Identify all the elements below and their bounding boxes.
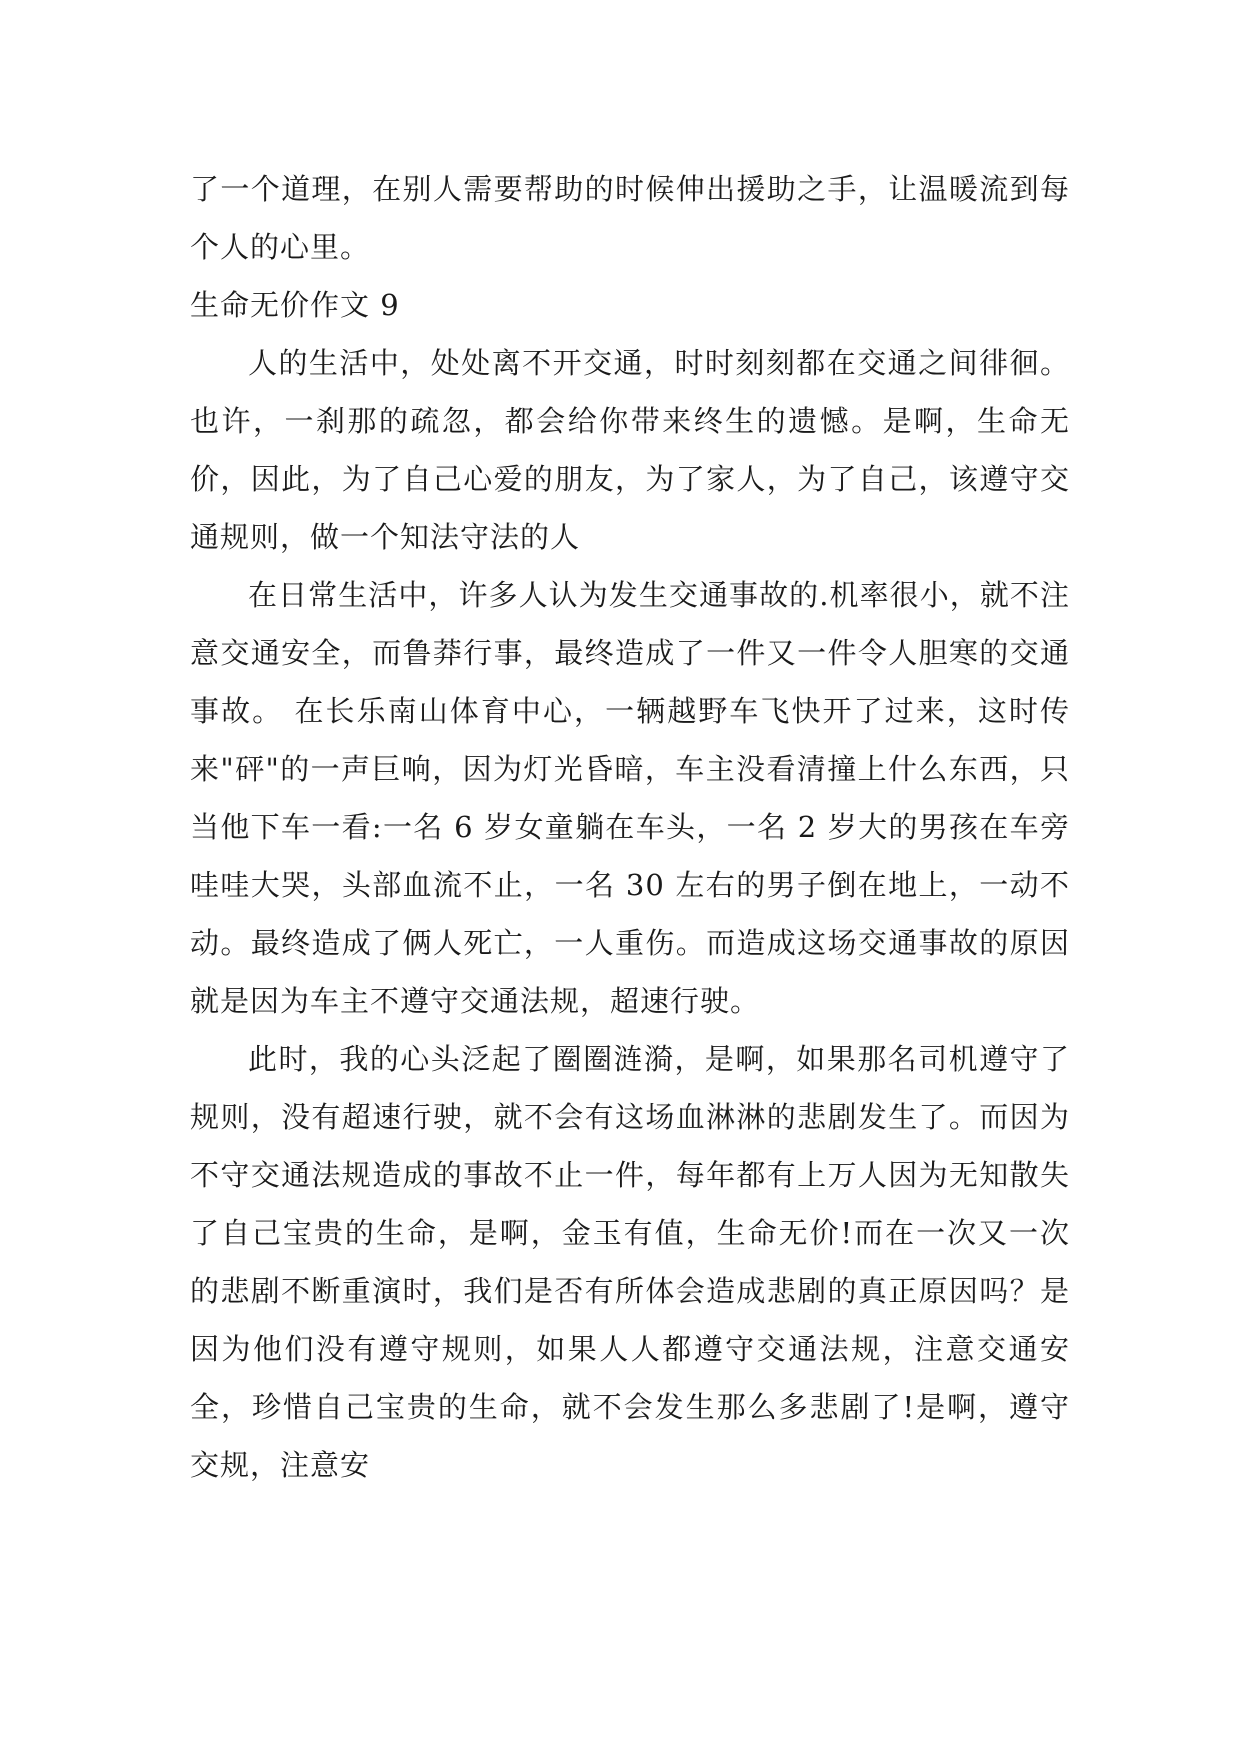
paragraph-intro: 人的生活中，处处离不开交通，时时刻刻都在交通之间徘徊。也许，一刹那的疏忽，都会给你带来终生的遗憾。是啊，生命无价，因此，为了自己心爱的朋友，为了家人，为了自己，该遵守交通规则，做一个知法守法的人	[190, 346, 1070, 554]
paragraph-reflection: 此时，我的心头泛起了圈圈涟漪，是啊，如果那名司机遵守了规则，没有超速行驶，就不会有这场血淋淋的悲剧发生了。而因为不守交通法规造成的事故不止一件，每年都有上万人因为无知散失了自己宝贵的生命，是啊，金玉有值，生命无价!而在一次又一次的悲剧不断重演时，我们是否有所体会造成悲剧的真正原因吗？是因为他们没有遵守规则，如果人人都遵守交通法规，注意交通安全，珍惜自己宝贵的生命，就不会发生那么多悲剧了!是啊，遵守交规，注意安	[190, 1042, 1070, 1482]
document-body	[190, 160, 1070, 1494]
paragraph-accident-story: 在日常生活中，许多人认为发生交通事故的.机率很小，就不注意交通安全，而鲁莽行事，最终造成了一件又一件令人胆寒的交通事故。 在长乐南山体育中心，一辆越野车飞快开了过来，这时传来"砰"的一声巨响，因为灯光昏暗，车主没看清撞上什么东西，只当他下车一看:一名 6 岁女童躺在车头，一名 2 岁大的男孩在车旁哇哇大哭，头部血流不止，一名 30 左右的男子倒在地上，一动不动。最终造成了俩人死亡，一人重伤。而造成这场交通事故的原因就是因为车主不遵守交通法规，超速行驶。	[190, 578, 1070, 1018]
essay-title: 生命无价作文 9	[190, 288, 400, 322]
paragraph-continuation: 了一个道理，在别人需要帮助的时候伸出援助之手，让温暖流到每个人的心里。	[190, 172, 1070, 264]
